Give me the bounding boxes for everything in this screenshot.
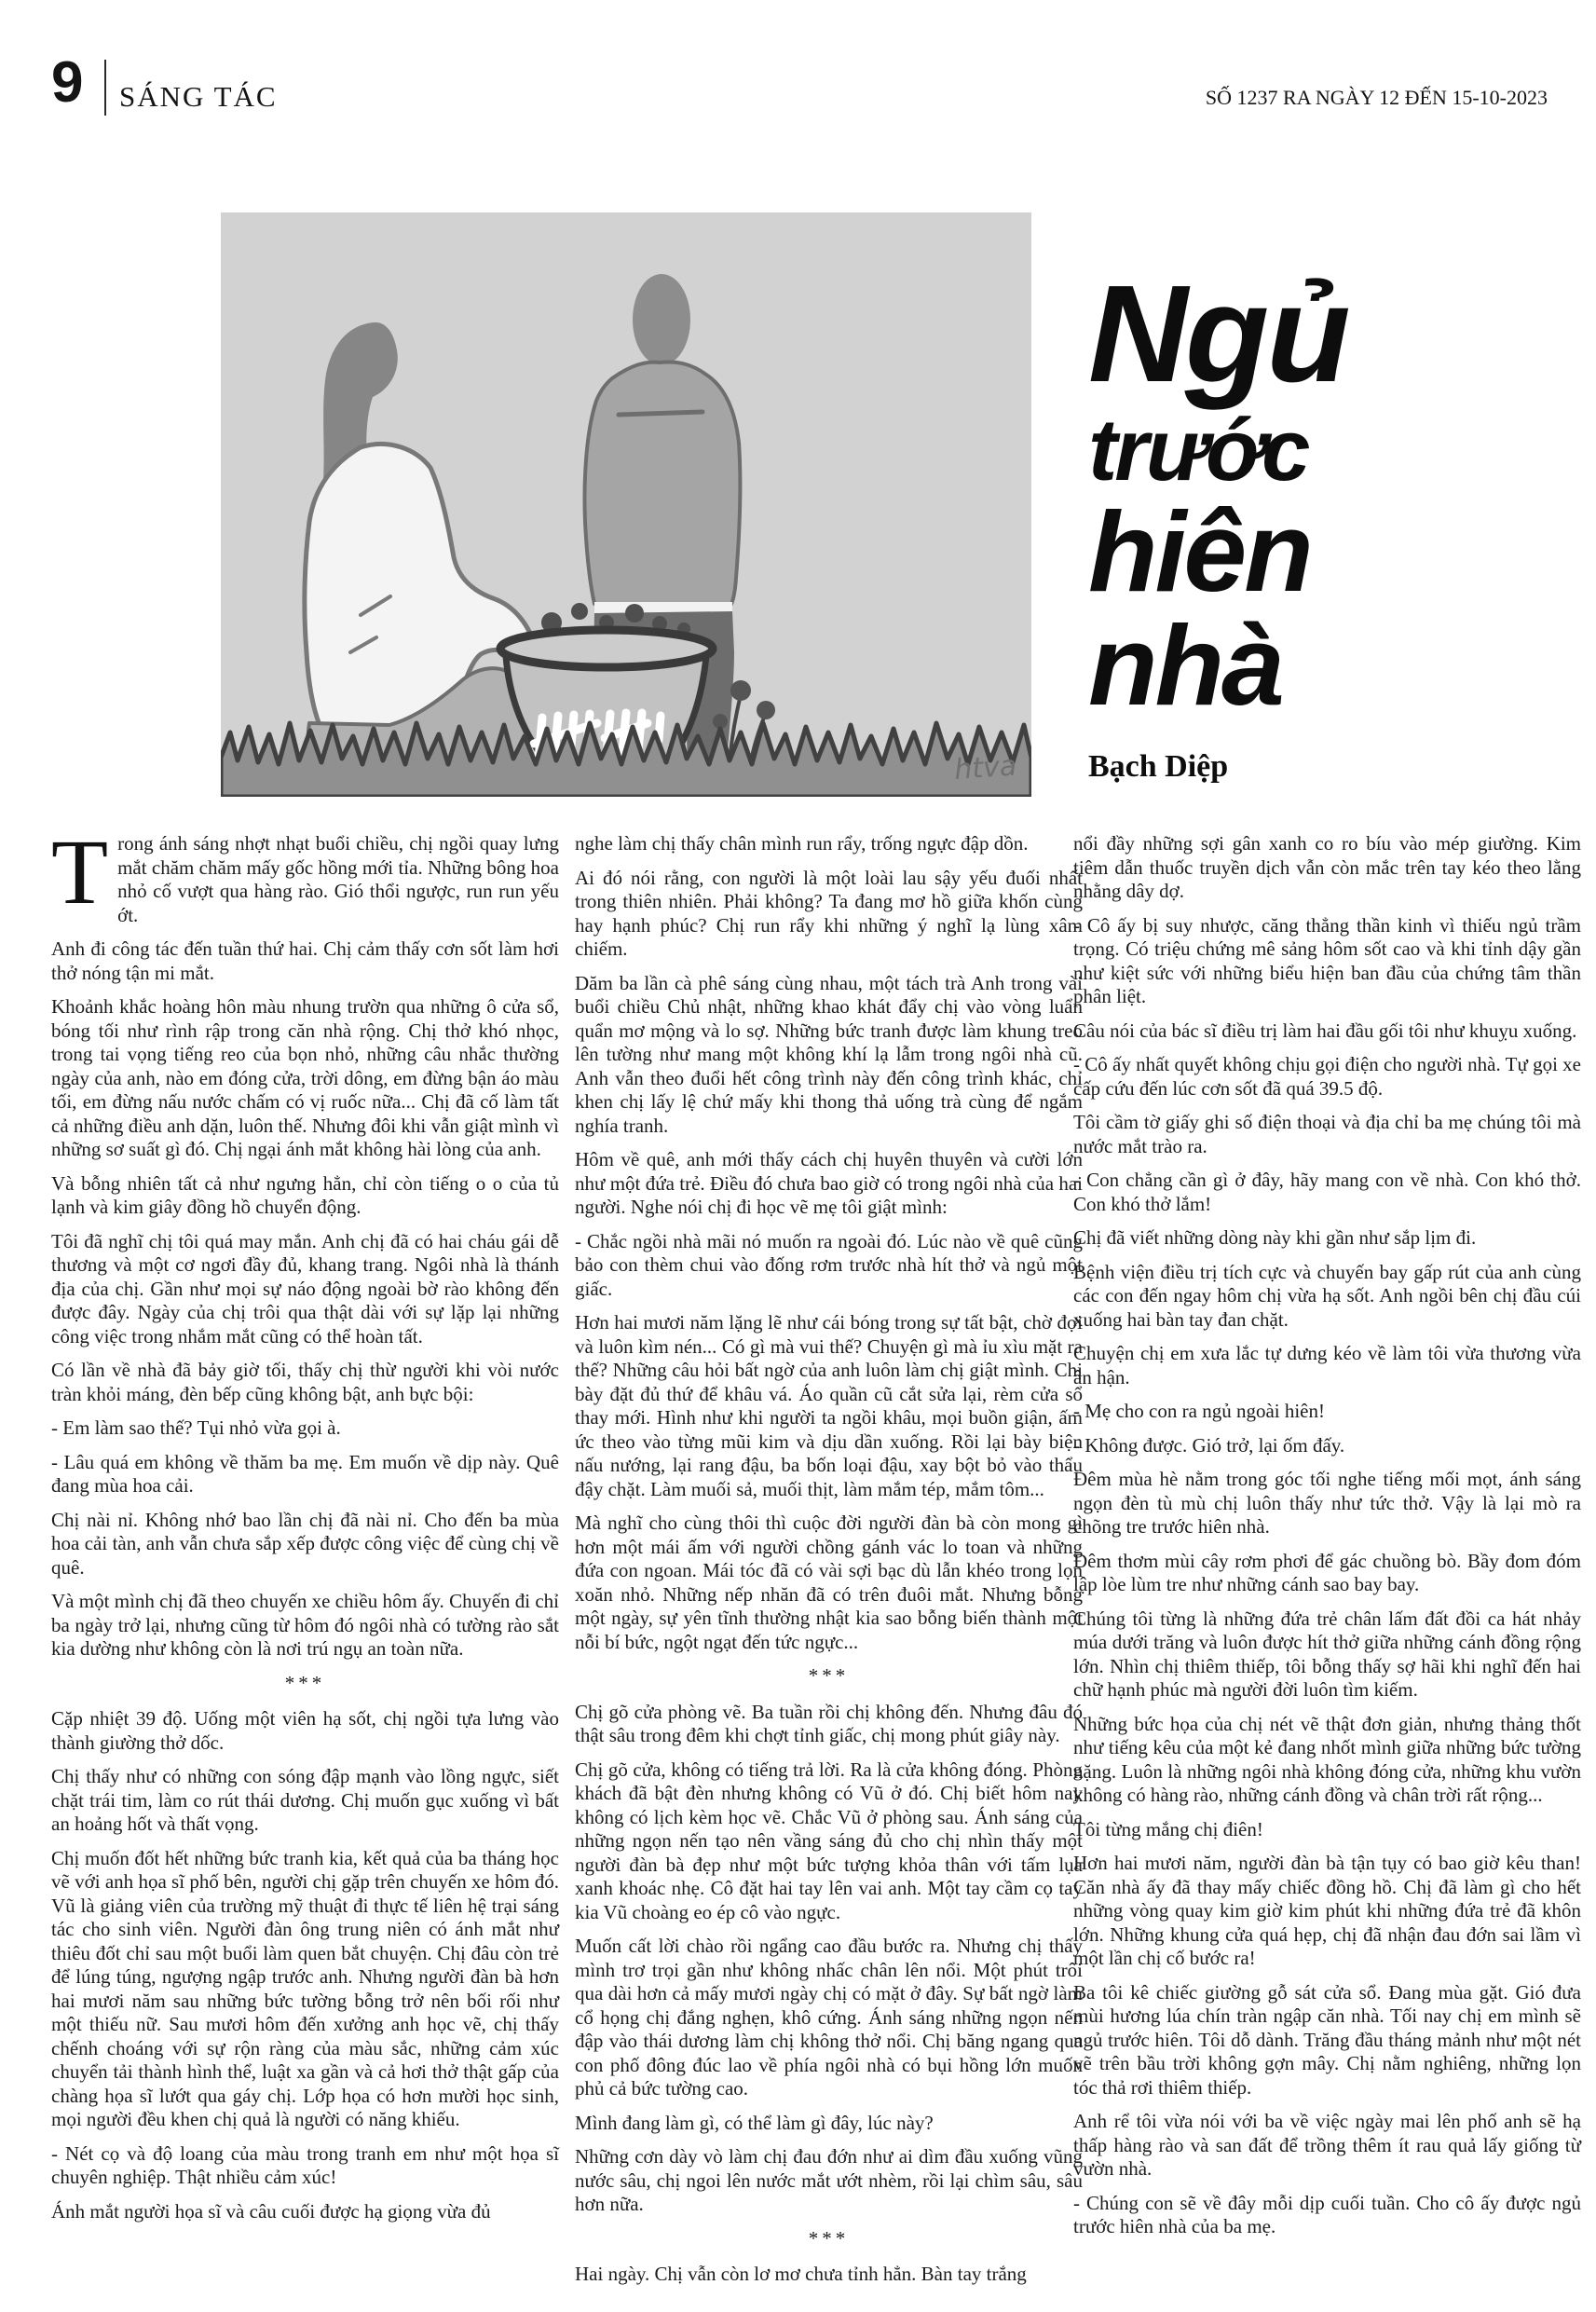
story-paragraph: - Không được. Gió trở, lại ốm đấy. <box>1073 1433 1345 1457</box>
section-separator: *** <box>808 2226 850 2250</box>
story-paragraph: Hơn hai mươi năm lặng lẽ như cái bóng trong sự tất bật, chờ đợi và luôn kìm nén... Có gì mà vui thế? Chuyện gì mà ỉu xìu mặt ra thế? Những câu hỏi bất ngờ của anh luôn làm chị giật mình. Chị bày đặt đủ thứ để khâu vá. Áo quần cũ cắt sửa lại, rèm cửa sổ thay mới. Hình như khi người ta ngồi khâu, mọi buồn giận, ấm ức theo vào từng mũi kim và dịu dần xuống. Rồi lại bày biện nấu nướng, lại rang đậu, ba bốn loại đậu, xay bột bỏ vào thẩu đậy chặt. Làm muối sả, muối thịt, làm mắm tép, mắm tôm... <box>575 1311 1083 1500</box>
story-paragraph: - Con chẳng cần gì ở đây, hãy mang con về nhà. Con khó thở. Con khó thở lắm! <box>1073 1169 1581 1215</box>
story-paragraph: Chị thấy như có những con sóng đập mạnh vào lồng ngực, siết chặt trái tim, làm co rút thái dương. Chị muốn gục xuống vì bất an hoảng hốt và thất vọng. <box>51 1765 559 1835</box>
story-paragraph: - Cô ấy nhất quyết không chịu gọi điện cho người nhà. Tự gọi xe cấp cứu đến lúc cơn sốt đã quá 39.5 độ. <box>1073 1053 1581 1100</box>
story-paragraph: Câu nói của bác sĩ điều trị làm hai đầu gối tôi như khuỵu xuống. <box>1073 1019 1577 1042</box>
story-paragraph: - Chắc ngồi nhà mãi nó muốn ra ngoài đó. Lúc nào về quê cũng bảo con thèm chui vào đống rơm trước nhà hít thở và ngủ một giấc. <box>575 1229 1083 1300</box>
story-paragraph: - Nét cọ và độ loang của màu trong tranh em như một họa sĩ chuyên nghiệp. Thật nhiều cảm xúc! <box>51 2141 559 2188</box>
story-paragraph: Tôi từng mắng chị điên! <box>1073 1817 1263 1840</box>
text-column-2 <box>575 832 1083 2297</box>
story-paragraph: Dăm ba lần cà phê sáng cùng nhau, một tách trà Anh trong vài buổi chiều Chủ nhật, những khao khát đẩy chị vào vòng luẩn quẩn mơ mộng và lo sợ. Những bức tranh được làm khung treo lên tường như mang một không khí lạ lẫm trong ngôi nhà cũ. Anh vẫn theo đuổi hết công trình này đến công trình khác, chỉ khen chị lấy lệ chứ mấy khi thong thả uống trà cùng để ngắm nghía tranh. <box>575 971 1083 1137</box>
header-divider <box>104 60 106 116</box>
story-paragraph: Hai ngày. Chị vẫn còn lơ mơ chưa tỉnh hẳn. Bàn tay trắng <box>575 2263 1027 2285</box>
story-paragraph: - Cô ấy bị suy nhược, căng thẳng thần kinh vì thiếu ngủ trầm trọng. Có triệu chứng mê sảng hôm sốt cao và khi tỉnh dậy gần như kiệt sức với những biểu hiện ban đầu của chứng tâm thần phân liệt. <box>1073 913 1581 1007</box>
story-paragraph: Chúng tôi từng là những đứa trẻ chân lấm đất đồi ca hát nhảy múa dưới trăng và luôn được hít thở giữa những cánh đồng rộng lớn. Nhìn chị thiêm thiếp, tôi bỗng thấy sợ hãi khi nghĩ đến hai chữ hạnh phúc mà người đời luôn tìm kiếm. <box>1073 1607 1581 1701</box>
story-paragraph: - Mẹ cho con ra ngủ ngoài hiên! <box>1073 1400 1325 1422</box>
title-line-3: hiên <box>1088 488 1311 616</box>
story-paragraph: Ba tôi kê chiếc giường gỗ sát cửa sổ. Đang mùa gặt. Gió đưa mùi hương lúa chín tràn ngập căn nhà. Tối nay chị em mình sẽ ngủ trước hiên. Tôi dỗ dành. Trăng đầu tháng mảnh như một nét vẽ trên bầu trời không gợn mây. Chị nằm nghiêng, những lọn tóc thả rơi thiêm thiếp. <box>1073 1980 1581 2099</box>
illustration-canvas <box>221 212 1031 797</box>
story-paragraph: Đêm mùa hè nằm trong góc tối nghe tiếng mối mọt, ánh sáng ngọn đèn tù mù chị luôn thấy như tức thở. Vậy là lại mò ra chõng tre trước hiên nhà. <box>1073 1468 1581 1538</box>
man-head <box>633 274 690 365</box>
story-paragraph: Cặp nhiệt 39 độ. Uống một viên hạ sốt, chị ngồi tựa lưng vào thành giường thở dốc. <box>51 1707 559 1754</box>
story-paragraph: Tôi đã nghĩ chị tôi quá may mắn. Anh chị đã có hai cháu gái dễ thương và một cơ ngơi đầy đủ, khang trang. Ngôi nhà là thánh địa của chị. Gần như mọi sự náo động ngoài bờ rào không đến được đây. Ngày của chị trôi qua thật dài với sự lặp lại những công việc trong nhắm mắt cũng có thể hoàn tất. <box>51 1229 559 1348</box>
story-paragraph: Mà nghĩ cho cùng thôi thì cuộc đời người đàn bà còn mong gì hơn một mái ấm với người chồng gánh vác lo toan và những đứa con ngoan. Mái tóc đã có vài sợi bạc dù lẫn khéo trong lọn xoăn nhỏ. Những nếp nhăn đã có trên đuôi mắt. Nhưng bỗng một ngày, sự yên tĩnh thường nhật kia sao bỗng biến thành một nỗi bí bức, ngột ngạt đến tức ngực... <box>575 1512 1083 1653</box>
story-paragraph: Và bỗng nhiên tất cả như ngưng hẳn, chỉ còn tiếng o o của tủ lạnh và kim giây đồng hồ chuyển động. <box>51 1171 559 1218</box>
story-paragraph: Chị nài nỉ. Không nhớ bao lần chị đã nài nỉ. Cho đến ba mùa hoa cải tàn, anh vẫn chưa sắp xếp được công việc để cùng chị về quê. <box>51 1508 559 1579</box>
story-paragraph: Bệnh viện điều trị tích cực và chuyến bay gấp rút của anh cùng các con đến ngay hôm chị vừa hạ sốt. Anh ngồi bên chị đầu cúi xuống hai bàn tay đan chặt. <box>1073 1260 1581 1331</box>
story-paragraph: nổi đầy những sợi gân xanh co ro bíu vào mép giường. Kim tiêm dẫn thuốc truyền dịch vẫn còn mắc trên tay kéo theo lằng nhằng dây dợ. <box>1073 832 1581 902</box>
story-paragraph: Anh rể tôi vừa nói với ba về việc ngày mai lên phố anh sẽ hạ thấp hàng rào và san đất để trồng thêm ít rau quả lấy giống từ vườn nhà. <box>1073 2110 1581 2180</box>
text-column-3 <box>1073 832 1581 2250</box>
drop-cap: T <box>51 820 109 923</box>
story-paragraph: Mình đang làm gì, có thể làm gì đây, lúc này? <box>575 2111 934 2134</box>
section-title: SÁNG TÁC <box>119 80 278 113</box>
story-paragraph: Hôm về quê, anh mới thấy cách chị huyên thuyên và cười lớn như một đứa trẻ. Điều đó chưa bao giờ có trong ngôi nhà của hai người. Nghe nói chị đi học vẽ mẹ tôi giật mình: <box>575 1148 1083 1218</box>
title-line-4: nhà <box>1088 601 1282 729</box>
story-paragraph: Tôi cầm tờ giấy ghi số điện thoại và địa chỉ ba mẹ chúng tôi mà nước mắt trào ra. <box>1073 1111 1581 1157</box>
title-line-1: Ngủ <box>1088 257 1348 411</box>
text-column-1 <box>51 820 559 2234</box>
article-title-block <box>1088 257 1596 785</box>
story-paragraph: Trong ánh sáng nhợt nhạt buổi chiều, chị ngồi quay lưng mắt chăm chăm mấy gốc hồng mới tỉa. Những bông hoa nhỏ cố vượt qua hàng rào. Gió thổi ngược, run run yếu ớt. <box>51 820 559 926</box>
man-jacket <box>585 363 741 606</box>
story-paragraph: - Lâu quá em không về thăm ba mẹ. Em muốn về dịp này. Quê đang mùa hoa cải. <box>51 1450 559 1497</box>
issue-info: SỐ 1237 RA NGÀY 12 ĐẾN 15-10-2023 <box>1205 86 1548 109</box>
story-illustration <box>221 212 1031 797</box>
story-paragraph: - Chúng con sẽ về đây mỗi dịp cuối tuần. Cho cô ấy được ngủ trước hiên nhà của ba mẹ. <box>1073 2191 1581 2237</box>
story-paragraph: Và một mình chị đã theo chuyến xe chiều hôm ấy. Chuyến đi chỉ ba ngày trở lại, nhưng cũng từ hôm đó ngôi nhà có tường rào sắt kia dường như không còn là nơi trú ngụ an toàn nữa. <box>51 1590 559 1660</box>
story-paragraph: nghe làm chị thấy chân mình run rẩy, trống ngực đập dồn. <box>575 832 1029 855</box>
story-paragraph: Chị muốn đốt hết những bức tranh kia, kết quả của ba tháng học vẽ với anh họa sĩ phố bên, người chị gặp trên chuyến xe hôm đó. Vũ là giảng viên của trường mỹ thuật đi thực tế liên hệ trại sáng tác cho sinh viên. Người đàn ông trung niên có ánh mắt như thiêu đốt chỉ sau một buổi làm quen bắt chuyện. Chị đâu còn trẻ để lúng túng, ngượng ngập trước anh. Nhưng người đàn bà hơn hai mươi năm sau những bức tường bỗng trở nên bối rối như một thiếu nữ. Sau mươi hôm đến xưởng anh học vẽ, chị thấy chếnh choáng với sự rộn ràng của màu sắc, những cảm xúc chuyển tải thành hình thể, luật xa gần và cả hơi thở thật gấp của chàng họa sĩ lướt qua gáy chị. Lớp họa có hơn mười học sinh, mọi người đều khen chị quả là người có năng khiếu. <box>51 1846 559 2130</box>
story-paragraph: Những bức họa của chị nét vẽ thật đơn giản, nhưng thảng thốt như tiếng kêu của một kẻ đang nhốt mình giữa những bức tường nặng. Luôn là những ngôi nhà không đóng cửa, những khu vườn không có hàng rào, những cánh đồng và chân trời rất rộng... <box>1073 1712 1581 1806</box>
section-separator: *** <box>808 1664 850 1687</box>
section-separator: *** <box>284 1671 326 1694</box>
illustrator-signature: htva <box>953 749 1018 787</box>
story-paragraph: Có lần về nhà đã bảy giờ tối, thấy chị thừ người khi vòi nước tràn khỏi máng, đèn bếp cũng không bật, anh bực bội: <box>51 1359 559 1405</box>
story-paragraph: Ai đó nói rằng, con người là một loài lau sậy yếu đuối nhất trong thiên nhiên. Phải không? Ta đang mơ hồ giữa khốn cùng hay hạnh phúc? Chị run rẩy khi những ý nghĩ lạ lùng xâm chiếm. <box>575 866 1083 960</box>
story-paragraph: - Em làm sao thế? Tụi nhỏ vừa gọi à. <box>51 1416 341 1439</box>
story-paragraph: Những cơn dày vò làm chị đau đớn như ai dìm đầu xuống vũng nước sâu, chị ngoi lên nước mắt ướt nhèm, rồi lại chìm sâu, sâu hơn nữa. <box>575 2145 1083 2215</box>
story-paragraph: Chị đã viết những dòng này khi gần như sắp lịm đi. <box>1073 1226 1477 1249</box>
story-paragraph: Đêm thơm mùi cây rơm phơi để gác chuồng bò. Bầy đom đóm lập lòe lùm tre như những cánh sao bay bay. <box>1073 1549 1581 1595</box>
title-line-2: trước <box>1088 401 1308 499</box>
story-paragraph: Hơn hai mươi năm, người đàn bà tận tụy có bao giờ kêu than! Căn nhà ấy đã thay mấy chiếc đồng hồ. Chị đã làm gì cho hết những vòng quay kim giờ kim phút khi những đứa trẻ đã khôn lớn. Những khung cửa quá hẹp, chị đã nhận đau đớn sai lầm vì một lần chị cố bước ra! <box>1073 1852 1581 1969</box>
story-paragraph: Ánh mắt người họa sĩ và câu cuối được hạ giọng vừa đủ <box>51 2199 491 2223</box>
article-author: Bạch Diệp <box>1088 749 1229 785</box>
story-paragraph: Chuyện chị em xưa lắc tự dưng kéo về làm tôi vừa thương vừa ân hận. <box>1073 1342 1581 1389</box>
story-paragraph: Anh đi công tác đến tuần thứ hai. Chị cảm thấy cơn sốt làm hơi thở nóng tận mi mắt. <box>51 937 559 984</box>
story-paragraph: Muốn cất lời chào rồi ngẩng cao đầu bước ra. Nhưng chị thấy mình trơ trọi gần như không nhấc chân lên nổi. Một phút trôi qua dài hơn cả mấy mươi ngày chị có mặt ở đây. Sự bất ngờ làm cổ họng chị đắng nghẹn, khô cứng. Ánh sáng những ngọn nến đập vào thái dương làm chị không thở nổi. Chị băng ngang qua con phố đông đúc lao về phía ngôi nhà có bụi hồng lớn muốn phủ cả bức tường cao. <box>575 1935 1083 2100</box>
story-paragraph: Chị gõ cửa phòng vẽ. Ba tuần rồi chị không đến. Nhưng đâu đó thật sâu trong đêm khi chợt tỉnh giấc, chị mong phút giây này. <box>575 1700 1083 1746</box>
story-paragraph: Khoảnh khắc hoàng hôn màu nhung trườn qua những ô cửa sổ, bóng tối như rình rập trong căn nhà rộng. Chị thở khó nhọc, trong tai vọng tiếng reo của bọn nhỏ, những câu nhắc thường ngày của anh, nào em đóng cửa, trời dông, em đừng bận áo màu tối, em đừng nấu nước chấm có vị ruốc nữa... Chị đã cố làm tất cả những điều anh dặn, luôn thế. Nhưng đôi khi vẫn giật mình vì những sơ suất gì đó. Chị ngại ánh mắt không hài lòng của anh. <box>51 995 559 1160</box>
page-number: 9 <box>51 50 84 115</box>
story-paragraph: Chị gõ cửa, không có tiếng trả lời. Ra là cửa không đóng. Phòng khách đã bật đèn nhưng không có Vũ ở đó. Chị biết hôm nay không có lịch kèm học vẽ. Chắc Vũ ở phòng sau. Ánh sáng của những ngọn nến tạo nên vầng sáng đủ cho chị nhìn thấy một người đàn bà đẹp như một bức tượng khỏa thân với tấm lụa xanh khoác nhẹ. Cô đặt hai tay lên vai anh. Một tay cầm cọ tay kia Vũ choàng eo ép cô vào ngực. <box>575 1758 1083 1923</box>
